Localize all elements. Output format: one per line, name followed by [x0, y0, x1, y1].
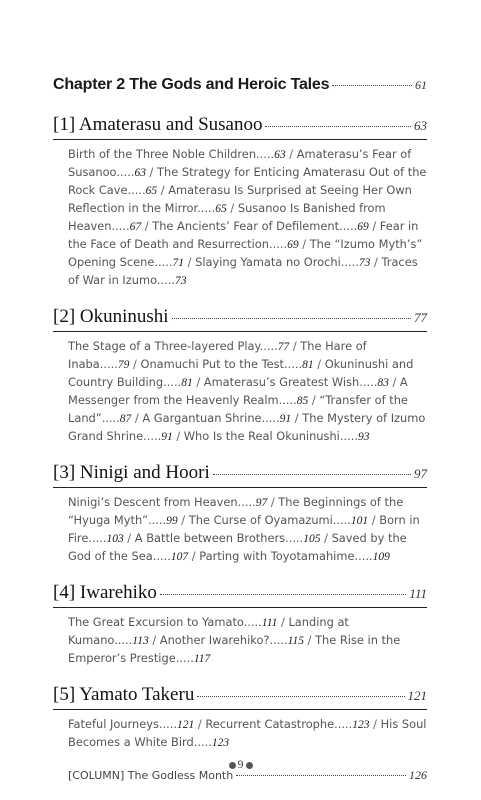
- entry-title: Amaterasu Is Surprised at Seeing Her Own Reflection in the Mirror: [68, 183, 412, 215]
- entry-title: His Soul Becomes a White Bird: [68, 717, 427, 749]
- entry-dots: .....: [154, 255, 173, 269]
- entry-dots: .....: [148, 513, 167, 527]
- entry-page-number: 69: [357, 221, 369, 233]
- entry-dots: .....: [243, 615, 262, 629]
- entry-title: Fateful Journeys: [68, 717, 159, 731]
- entry-page-number: 63: [134, 167, 146, 179]
- section-title: [4] Iwarehiko: [53, 582, 157, 603]
- entry-title: Born in Fire: [68, 513, 420, 545]
- entry-separator: /: [145, 165, 158, 179]
- entry-dots: .....: [334, 717, 353, 731]
- entry-page-number: 81: [181, 377, 193, 389]
- entry-page-number: 91: [279, 413, 292, 425]
- entry-page-number: 69: [287, 239, 299, 251]
- entry-page-number: 107: [170, 551, 189, 563]
- section-title: [3] Ninigi and Hoori: [53, 462, 210, 483]
- entry-dots: .....: [158, 717, 178, 731]
- entry-separator: /: [368, 513, 380, 527]
- entry-title: “Transfer of the Land”: [68, 393, 408, 425]
- toc-section: [53, 462, 427, 566]
- entry-title: The Stage of a Three-layered Play: [68, 339, 260, 353]
- entry-page-number: 117: [193, 653, 211, 665]
- entry-page-number: 99: [166, 515, 178, 527]
- section-rule: [53, 607, 427, 608]
- toc-section: [53, 306, 427, 446]
- entry-page-number: 83: [377, 377, 389, 389]
- section-heading: [53, 582, 427, 604]
- entry-page-number: 123: [352, 719, 370, 731]
- entry-dots: .....: [259, 339, 278, 353]
- entry-separator: /: [313, 357, 325, 371]
- section-heading: [53, 462, 427, 484]
- entry-dots: .....: [156, 273, 175, 287]
- entry-dots: .....: [339, 219, 358, 233]
- section-entries: [53, 614, 427, 668]
- entry-title: Birth of the Three Noble Children: [68, 147, 257, 161]
- dot-leader: [236, 775, 406, 776]
- entry-title: Okuninushi and Country Building: [68, 357, 414, 389]
- entry-dots: .....: [127, 183, 146, 197]
- entry-dots: .....: [163, 375, 182, 389]
- entry-title: Recurrent Catastrophe: [205, 717, 335, 731]
- entry-page-number: 77: [277, 341, 290, 353]
- entry-title: Saved by the God of the Sea: [68, 531, 407, 563]
- entry-separator: /: [285, 147, 297, 161]
- entry-page-number: 81: [302, 359, 314, 371]
- entry-page-number: 103: [106, 533, 124, 545]
- entry-page-number: 101: [350, 515, 369, 527]
- entry-page-number: 65: [145, 185, 158, 197]
- section-page-number: 77: [414, 310, 427, 325]
- section-entries: [53, 716, 427, 752]
- section-page-number: 63: [414, 118, 427, 133]
- entry-dots: .....: [197, 201, 216, 215]
- entry-page-number: 65: [215, 203, 227, 215]
- entry-dots: .....: [285, 531, 304, 545]
- section-rule: [53, 139, 427, 140]
- entry-dots: .....: [284, 357, 303, 371]
- entry-title: Susanoo Is Banished from Heaven: [68, 201, 386, 233]
- entry-separator: /: [141, 219, 153, 233]
- dot-leader: [160, 594, 406, 595]
- entry-separator: /: [289, 339, 301, 353]
- section-page-number: 97: [414, 466, 427, 481]
- entry-title: Slaying Yamata no Orochi: [195, 255, 341, 269]
- entry-dots: .....: [193, 735, 212, 749]
- entry-title: The Curse of Oyamazumi: [188, 513, 333, 527]
- entry-separator: /: [320, 531, 332, 545]
- entry-title: A Gargantuan Shrine: [142, 411, 262, 425]
- entry-title: The Beginnings of the “Hyuga Myth”: [68, 495, 404, 527]
- section-heading: [53, 684, 427, 706]
- entry-separator: /: [277, 615, 289, 629]
- dot-leader: [197, 696, 404, 697]
- entry-separator: /: [184, 255, 196, 269]
- dot-leader: [332, 85, 412, 86]
- entry-title: A Battle between Brothers: [134, 531, 286, 545]
- entry-separator: /: [308, 393, 320, 407]
- entry-dots: .....: [101, 411, 120, 425]
- entry-title: The Ancients’ Fear of Defilement: [152, 219, 340, 233]
- folio-number: 9: [237, 757, 244, 771]
- section-page-number: 111: [409, 586, 427, 601]
- section-entries: [53, 146, 427, 290]
- entry-title: Who Is the Real Okuninushi: [183, 429, 340, 443]
- section-rule: [53, 487, 427, 488]
- entry-dots: .....: [111, 219, 130, 233]
- entry-page-number: 109: [372, 551, 390, 563]
- entry-title: Ninigi’s Descent from Heaven: [68, 495, 238, 509]
- entry-separator: /: [192, 375, 204, 389]
- entry-page-number: 73: [358, 257, 371, 269]
- entry-separator: /: [226, 201, 238, 215]
- entry-dots: .....: [278, 393, 297, 407]
- bullet-left-icon: [229, 762, 236, 769]
- entry-title: Landing at Kumano: [68, 615, 349, 647]
- entry-dots: .....: [269, 633, 288, 647]
- entry-separator: /: [267, 495, 279, 509]
- entry-title: The Strategy for Enticing Amaterasu Out of the Rock Cave: [68, 165, 427, 197]
- section-page-number: 121: [407, 688, 427, 703]
- entry-page-number: 111: [261, 617, 278, 629]
- entry-page-number: 91: [161, 431, 173, 443]
- section-rule: [53, 331, 427, 332]
- section-heading: [53, 306, 427, 328]
- bullet-right-icon: [246, 762, 253, 769]
- entry-dots: .....: [339, 429, 358, 443]
- entry-page-number: 67: [129, 221, 142, 233]
- toc-section: [53, 684, 427, 752]
- entry-dots: .....: [261, 411, 280, 425]
- entry-page-number: 71: [172, 257, 184, 269]
- section-title: [1] Amaterasu and Susanoo: [53, 114, 263, 135]
- chapter-page-number: 61: [415, 78, 427, 92]
- entry-dots: .....: [354, 549, 373, 563]
- section-title: [5] Yamato Takeru: [53, 684, 195, 705]
- entry-page-number: 113: [132, 635, 149, 647]
- section-title: [2] Okuninushi: [53, 306, 169, 327]
- section-rule: [53, 709, 427, 710]
- entry-separator: /: [370, 255, 382, 269]
- entry-dots: .....: [268, 237, 288, 251]
- entry-separator: /: [177, 513, 189, 527]
- entry-title: Amaterasu’s Fear of Susanoo: [68, 147, 412, 179]
- entry-dots: .....: [143, 429, 162, 443]
- entry-dots: .....: [237, 495, 256, 509]
- entry-title: The Great Excursion to Yamato: [68, 615, 244, 629]
- entry-title: Amaterasu’s Greatest Wish: [203, 375, 360, 389]
- table-of-contents: [53, 76, 427, 783]
- section-entries: [53, 494, 427, 566]
- chapter-heading: [53, 76, 427, 94]
- entry-dots: .....: [88, 531, 107, 545]
- entry-dots: .....: [114, 633, 133, 647]
- entry-separator: /: [188, 549, 200, 563]
- entry-dots: .....: [116, 165, 135, 179]
- entry-page-number: 73: [174, 275, 187, 287]
- chapter-title: Chapter 2 The Gods and Heroic Tales: [53, 76, 330, 93]
- entry-title: Parting with Toyotamahime: [199, 549, 355, 563]
- entry-separator: /: [123, 531, 135, 545]
- entry-separator: /: [157, 183, 169, 197]
- dot-leader: [172, 318, 411, 319]
- entry-title: The “Izumo Myth’s” Opening Scene: [68, 237, 423, 269]
- entry-separator: /: [291, 411, 303, 425]
- entry-title: A Messenger from the Heavenly Realm: [68, 375, 408, 407]
- entry-page-number: 97: [255, 497, 268, 509]
- toc-section: [53, 582, 427, 668]
- entry-separator: /: [172, 429, 184, 443]
- entry-separator: /: [369, 717, 381, 731]
- section-heading: [53, 114, 427, 136]
- page-folio: [0, 757, 481, 772]
- entry-separator: /: [129, 357, 141, 371]
- entry-page-number: 93: [357, 431, 370, 443]
- toc-section: [53, 114, 427, 290]
- entry-title: The Rise in the Emperor’s Prestige: [68, 633, 401, 665]
- entry-separator: /: [194, 717, 206, 731]
- entry-dots: .....: [359, 375, 378, 389]
- entry-separator: /: [368, 219, 380, 233]
- entry-dots: .....: [99, 357, 118, 371]
- entry-title: The Hare of Inaba: [68, 339, 367, 371]
- dot-leader: [265, 126, 411, 127]
- entry-separator: /: [148, 633, 160, 647]
- entry-page-number: 63: [274, 149, 286, 161]
- entry-title: Traces of War in Izumo: [68, 255, 418, 287]
- entry-separator: /: [298, 237, 310, 251]
- entry-title: Fear in the Face of Death and Resurrection: [68, 219, 419, 251]
- entry-separator: /: [388, 375, 400, 389]
- column-page-number: 126: [409, 768, 427, 782]
- entry-page-number: 79: [117, 359, 130, 371]
- entry-page-number: 105: [303, 533, 321, 545]
- entry-page-number: 121: [177, 719, 195, 731]
- entry-separator: /: [131, 411, 143, 425]
- section-entries: [53, 338, 427, 446]
- entry-dots: .....: [152, 549, 171, 563]
- entry-dots: .....: [332, 513, 351, 527]
- entry-title: Another Iwarehiko?: [159, 633, 270, 647]
- sections: [53, 114, 427, 752]
- entry-title: The Mystery of Izumo Grand Shrine: [68, 411, 426, 443]
- entry-title: Onamuchi Put to the Test: [140, 357, 285, 371]
- entry-page-number: 123: [211, 737, 230, 749]
- entry-dots: .....: [175, 651, 194, 665]
- entry-separator: /: [303, 633, 316, 647]
- column-title: [COLUMN] The Godless Month: [68, 769, 234, 782]
- dot-leader: [213, 474, 411, 475]
- entry-dots: .....: [340, 255, 359, 269]
- entry-page-number: 115: [287, 635, 304, 647]
- entry-dots: .....: [256, 147, 275, 161]
- entry-page-number: 87: [119, 413, 132, 425]
- entry-page-number: 85: [296, 395, 309, 407]
